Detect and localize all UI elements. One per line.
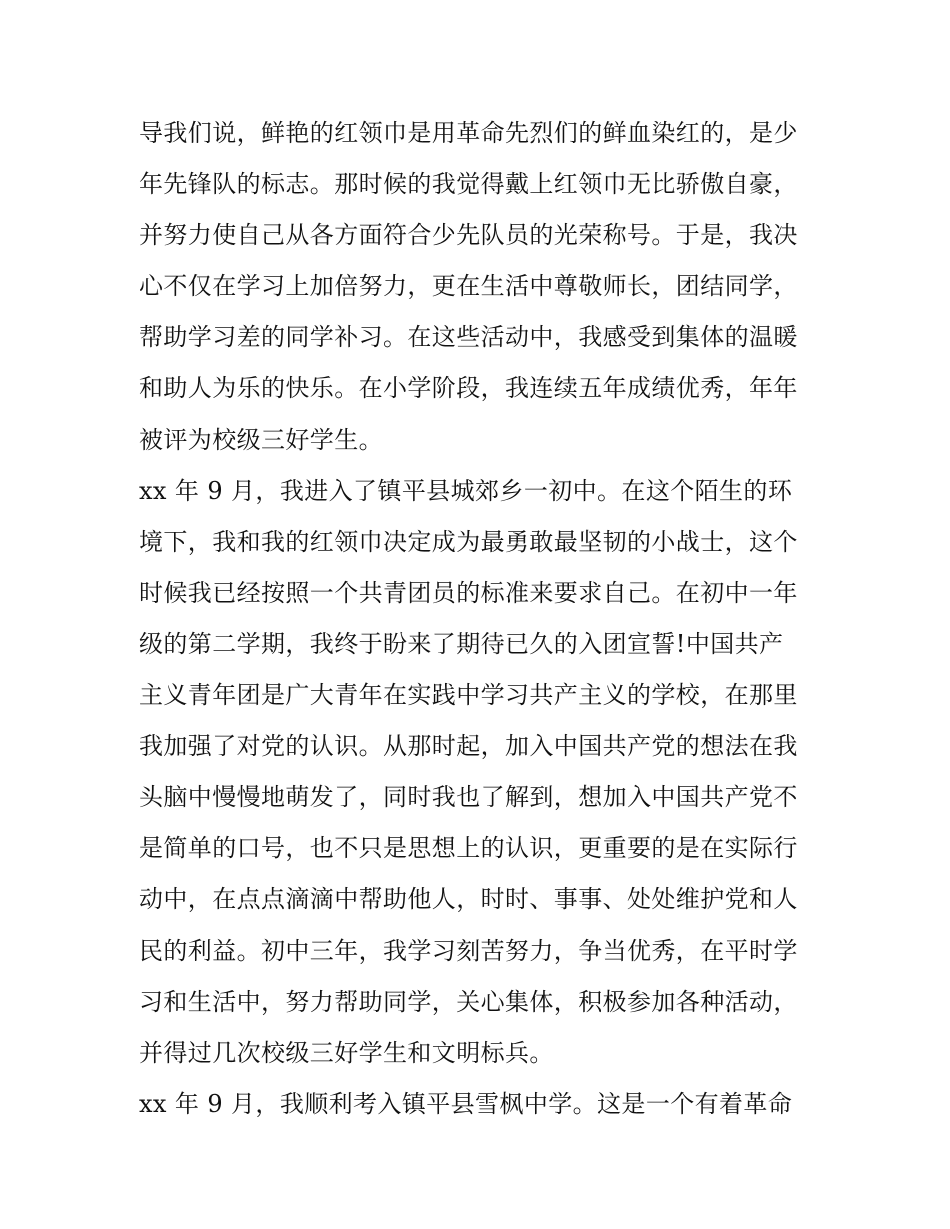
text-line: 年先锋队的标志。那时候的我觉得戴上红领巾无比骄傲自豪，: [139, 170, 798, 199]
text-line: 头脑中慢慢地萌发了，同时我也了解到，想加入中国共产党不: [139, 783, 798, 812]
text-line: 和助人为乐的快乐。在小学阶段，我连续五年成绩优秀，年年: [139, 374, 798, 403]
text-line: xx 年 9 月，我顺利考入镇平县雪枫中学。这是一个有着革命: [139, 1089, 793, 1118]
text-line: xx 年 9 月，我进入了镇平县城郊乡一初中。在这个陌生的环: [139, 476, 793, 505]
text-line: 并得过几次校级三好学生和文明标兵。: [139, 1038, 554, 1067]
text-line: 级的第二学期，我终于盼来了期待已久的入团宣誓!中国共产: [139, 629, 784, 658]
text-line: 我加强了对党的认识。从那时起，加入中国共产党的想法在我: [139, 732, 798, 761]
text-line: 并努力使自己从各方面符合少先队员的光荣称号。于是，我决: [139, 221, 798, 250]
text-line: 主义青年团是广大青年在实践中学习共产主义的学校，在那里: [139, 681, 798, 710]
text-line: 帮助学习差的同学补习。在这些活动中，我感受到集体的温暖: [139, 323, 798, 352]
text-line: 时候我已经按照一个共青团员的标准来要求自己。在初中一年: [139, 578, 798, 607]
text-line: 被评为校级三好学生。: [139, 425, 383, 454]
text-line: 境下，我和我的红领巾决定成为最勇敢最坚韧的小战士，这个: [139, 527, 798, 556]
document-body: [139, 108, 819, 1130]
text-line: 动中，在点点滴滴中帮助他人，时时、事事、处处维护党和人: [139, 885, 798, 914]
text-line: 心不仅在学习上加倍努力，更在生活中尊敬师长，团结同学，: [139, 272, 798, 301]
text-line: 习和生活中，努力帮助同学，关心集体，积极参加各种活动，: [139, 987, 798, 1016]
text-line: 是简单的口号，也不只是思想上的认识，更重要的是在实际行: [139, 834, 798, 863]
text-line: 民的利益。初中三年，我学习刻苦努力，争当优秀，在平时学: [139, 936, 798, 965]
text-line: 导我们说，鲜艳的红领巾是用革命先烈们的鲜血染红的，是少: [139, 119, 798, 147]
